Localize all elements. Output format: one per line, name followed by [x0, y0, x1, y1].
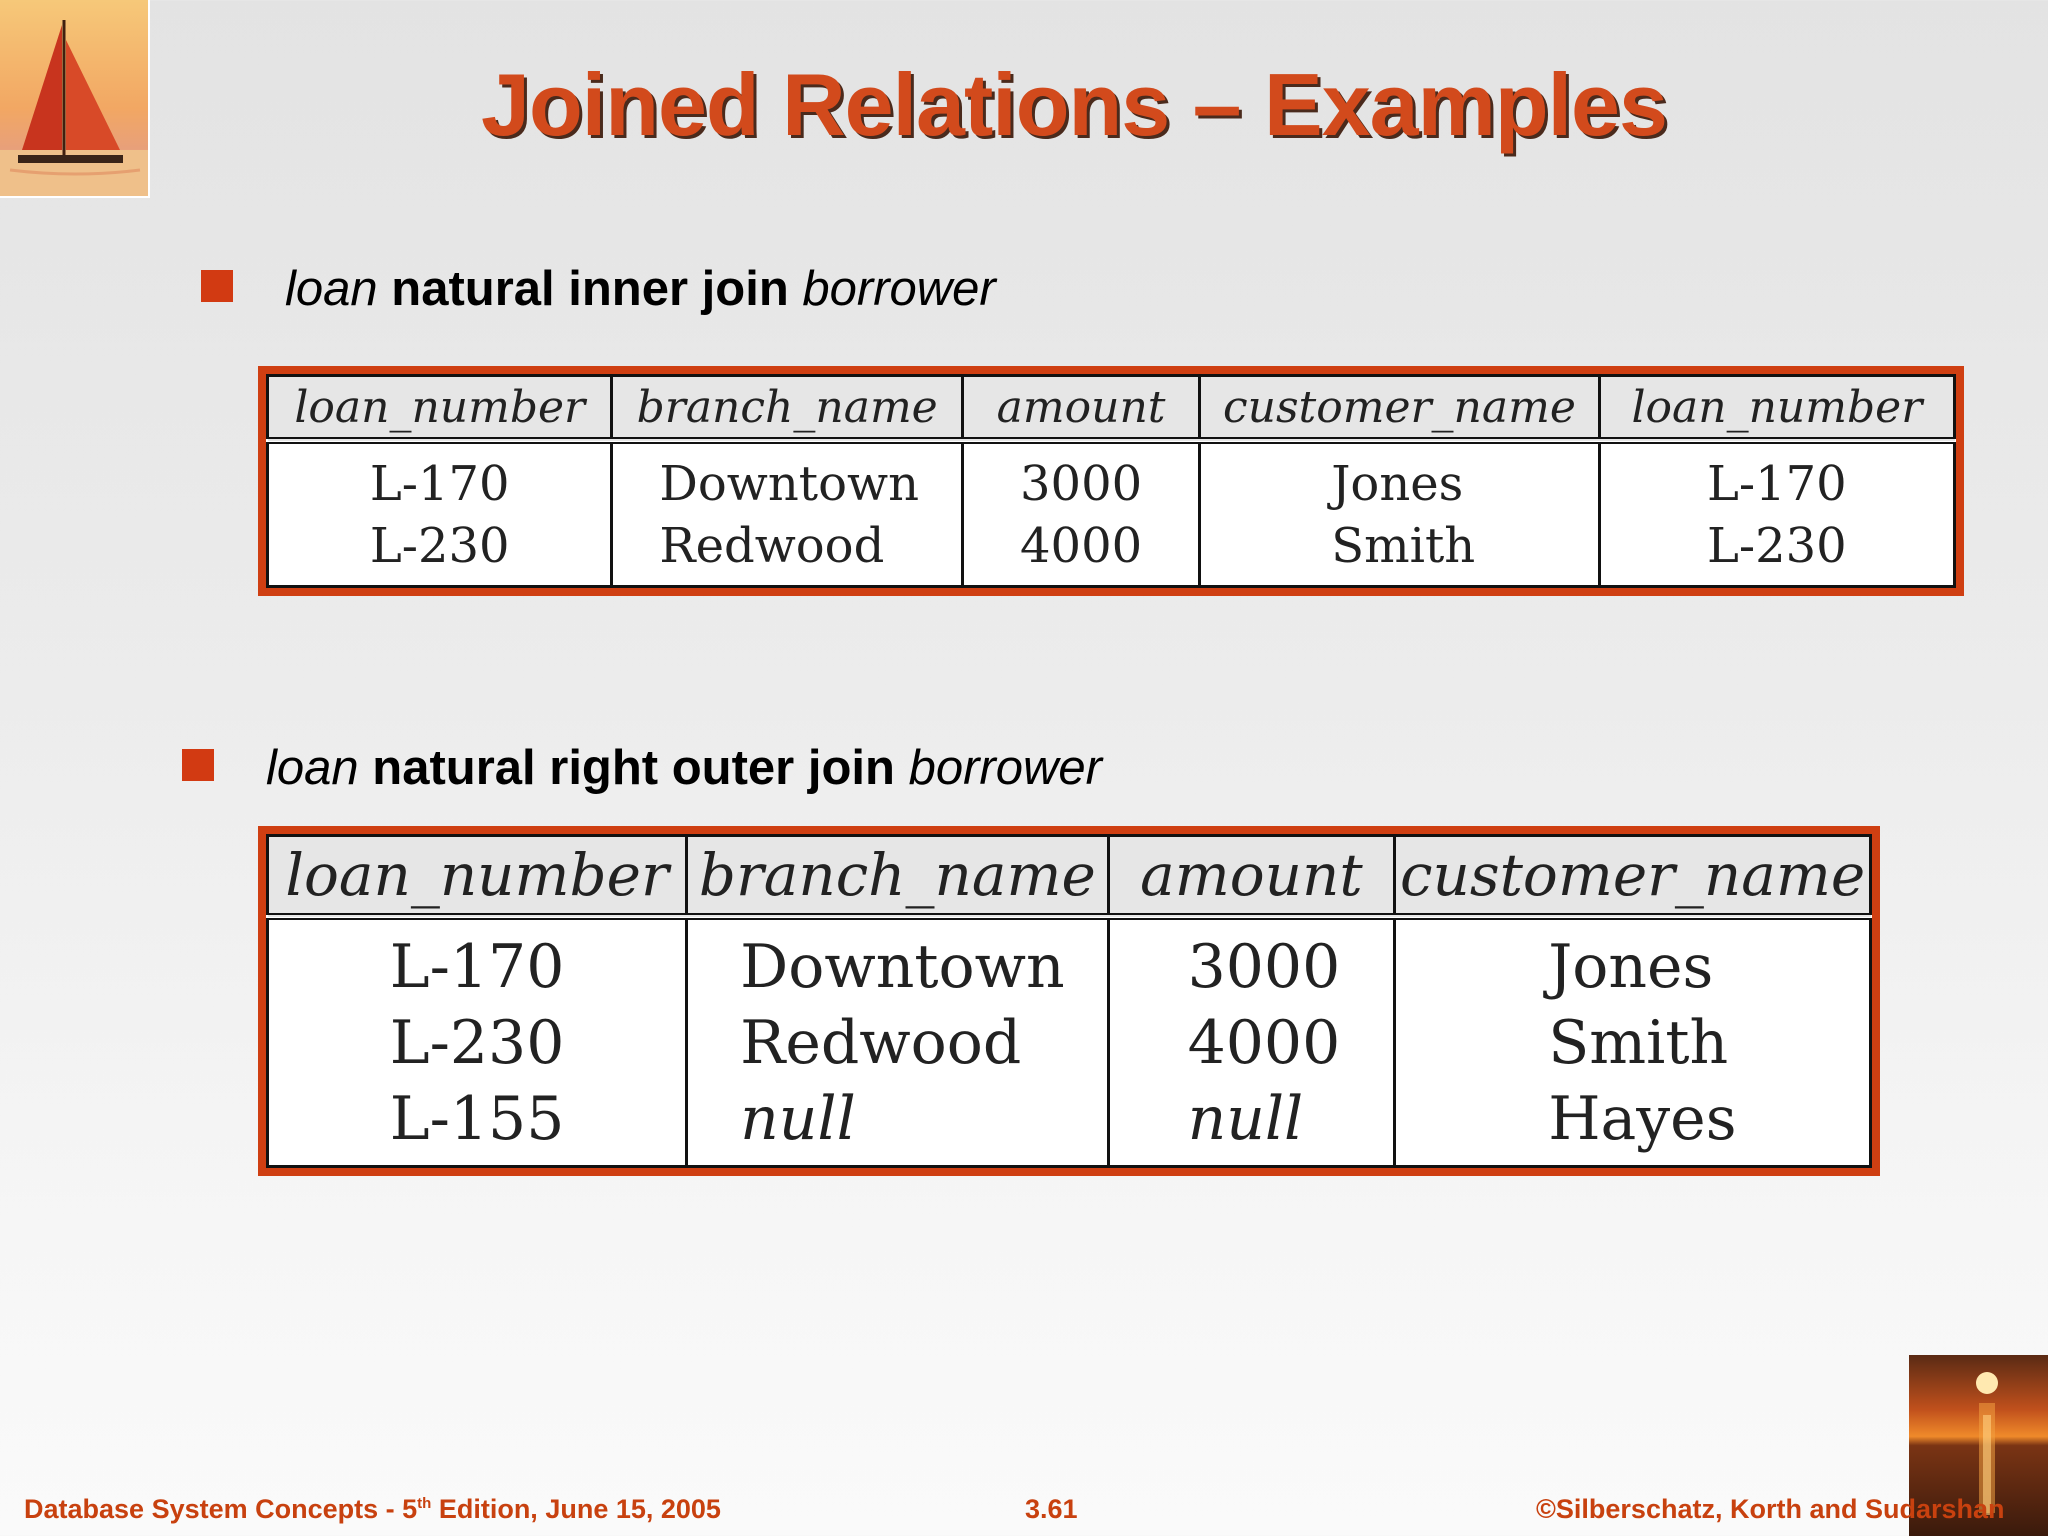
column-header: amount	[962, 376, 1199, 441]
cell-value: L-155	[389, 1083, 565, 1154]
column-header: branch_name	[687, 836, 1108, 917]
cell-value: Smith	[1548, 1007, 1729, 1078]
slide-title: Joined Relations – Examples	[481, 55, 1667, 154]
footer-course	[24, 1494, 721, 1525]
bullet-right-outer-join	[266, 738, 1102, 798]
column-header: loan_number	[268, 376, 612, 441]
bullet-square-icon	[182, 749, 214, 781]
table-row	[268, 917, 1871, 1167]
null-value: null	[740, 1083, 856, 1154]
bullet-square-icon	[201, 270, 233, 302]
table-header-row	[268, 836, 1871, 917]
table-cell	[1108, 917, 1395, 1167]
cell-value: L-230	[389, 1007, 565, 1078]
footer-course-text: Database System Concepts - 5	[24, 1494, 418, 1524]
cell-value: 3000	[1019, 455, 1143, 512]
table-cell	[268, 917, 687, 1167]
cell-value: Downtown	[659, 455, 919, 512]
cell-value: Jones	[1331, 455, 1464, 512]
cell-value: L-230	[369, 517, 510, 574]
cell-value: Redwood	[740, 1007, 1022, 1078]
table-cell	[268, 441, 612, 587]
footer-copyright: ©Silberschatz, Korth and Sudarshan	[1536, 1494, 2005, 1524]
cell-value: 4000	[1187, 1007, 1341, 1078]
cell-value: Jones	[1548, 931, 1714, 1002]
cell-value: L-170	[369, 455, 510, 512]
table-cell	[687, 917, 1108, 1167]
column-header: customer_name	[1395, 836, 1871, 917]
table-cell	[1599, 441, 1954, 587]
slide-number: 3.61	[1025, 1494, 1078, 1524]
table-cell	[1395, 917, 1871, 1167]
relation-right: borrower	[802, 262, 996, 316]
cell-value: L-170	[1706, 455, 1847, 512]
cell-value: L-230	[1706, 517, 1847, 574]
relation-left: loan	[285, 262, 378, 316]
table-cell	[962, 441, 1199, 587]
column-header: loan_number	[1599, 376, 1954, 441]
column-header: loan_number	[268, 836, 687, 917]
cell-value: Smith	[1331, 517, 1476, 574]
cell-value: Downtown	[740, 931, 1065, 1002]
cell-value: Redwood	[659, 517, 885, 574]
inner-join-table	[266, 374, 1956, 588]
join-operator: natural right outer join	[372, 741, 895, 795]
footer-date-text: Edition, June 15, 2005	[431, 1494, 721, 1524]
right-outer-join-table-frame	[258, 826, 1880, 1176]
column-header: amount	[1108, 836, 1395, 917]
bullet-inner-join	[285, 259, 996, 319]
inner-join-table-frame	[258, 366, 1964, 596]
relation-right: borrower	[908, 741, 1102, 795]
column-header: customer_name	[1200, 376, 1600, 441]
relation-left: loan	[266, 741, 359, 795]
column-header: branch_name	[612, 376, 963, 441]
cell-value: 4000	[1019, 517, 1143, 574]
join-operator: natural inner join	[391, 262, 789, 316]
right-outer-join-table	[266, 834, 1872, 1168]
null-value: null	[1187, 1083, 1304, 1154]
cell-value: L-170	[389, 931, 565, 1002]
table-header-row	[268, 376, 1955, 441]
table-cell	[612, 441, 963, 587]
cell-value: Hayes	[1548, 1083, 1737, 1154]
footer-edition-sup: th	[417, 1495, 432, 1512]
table-row	[268, 441, 1955, 587]
cell-value: 3000	[1187, 931, 1341, 1002]
table-cell	[1200, 441, 1600, 587]
